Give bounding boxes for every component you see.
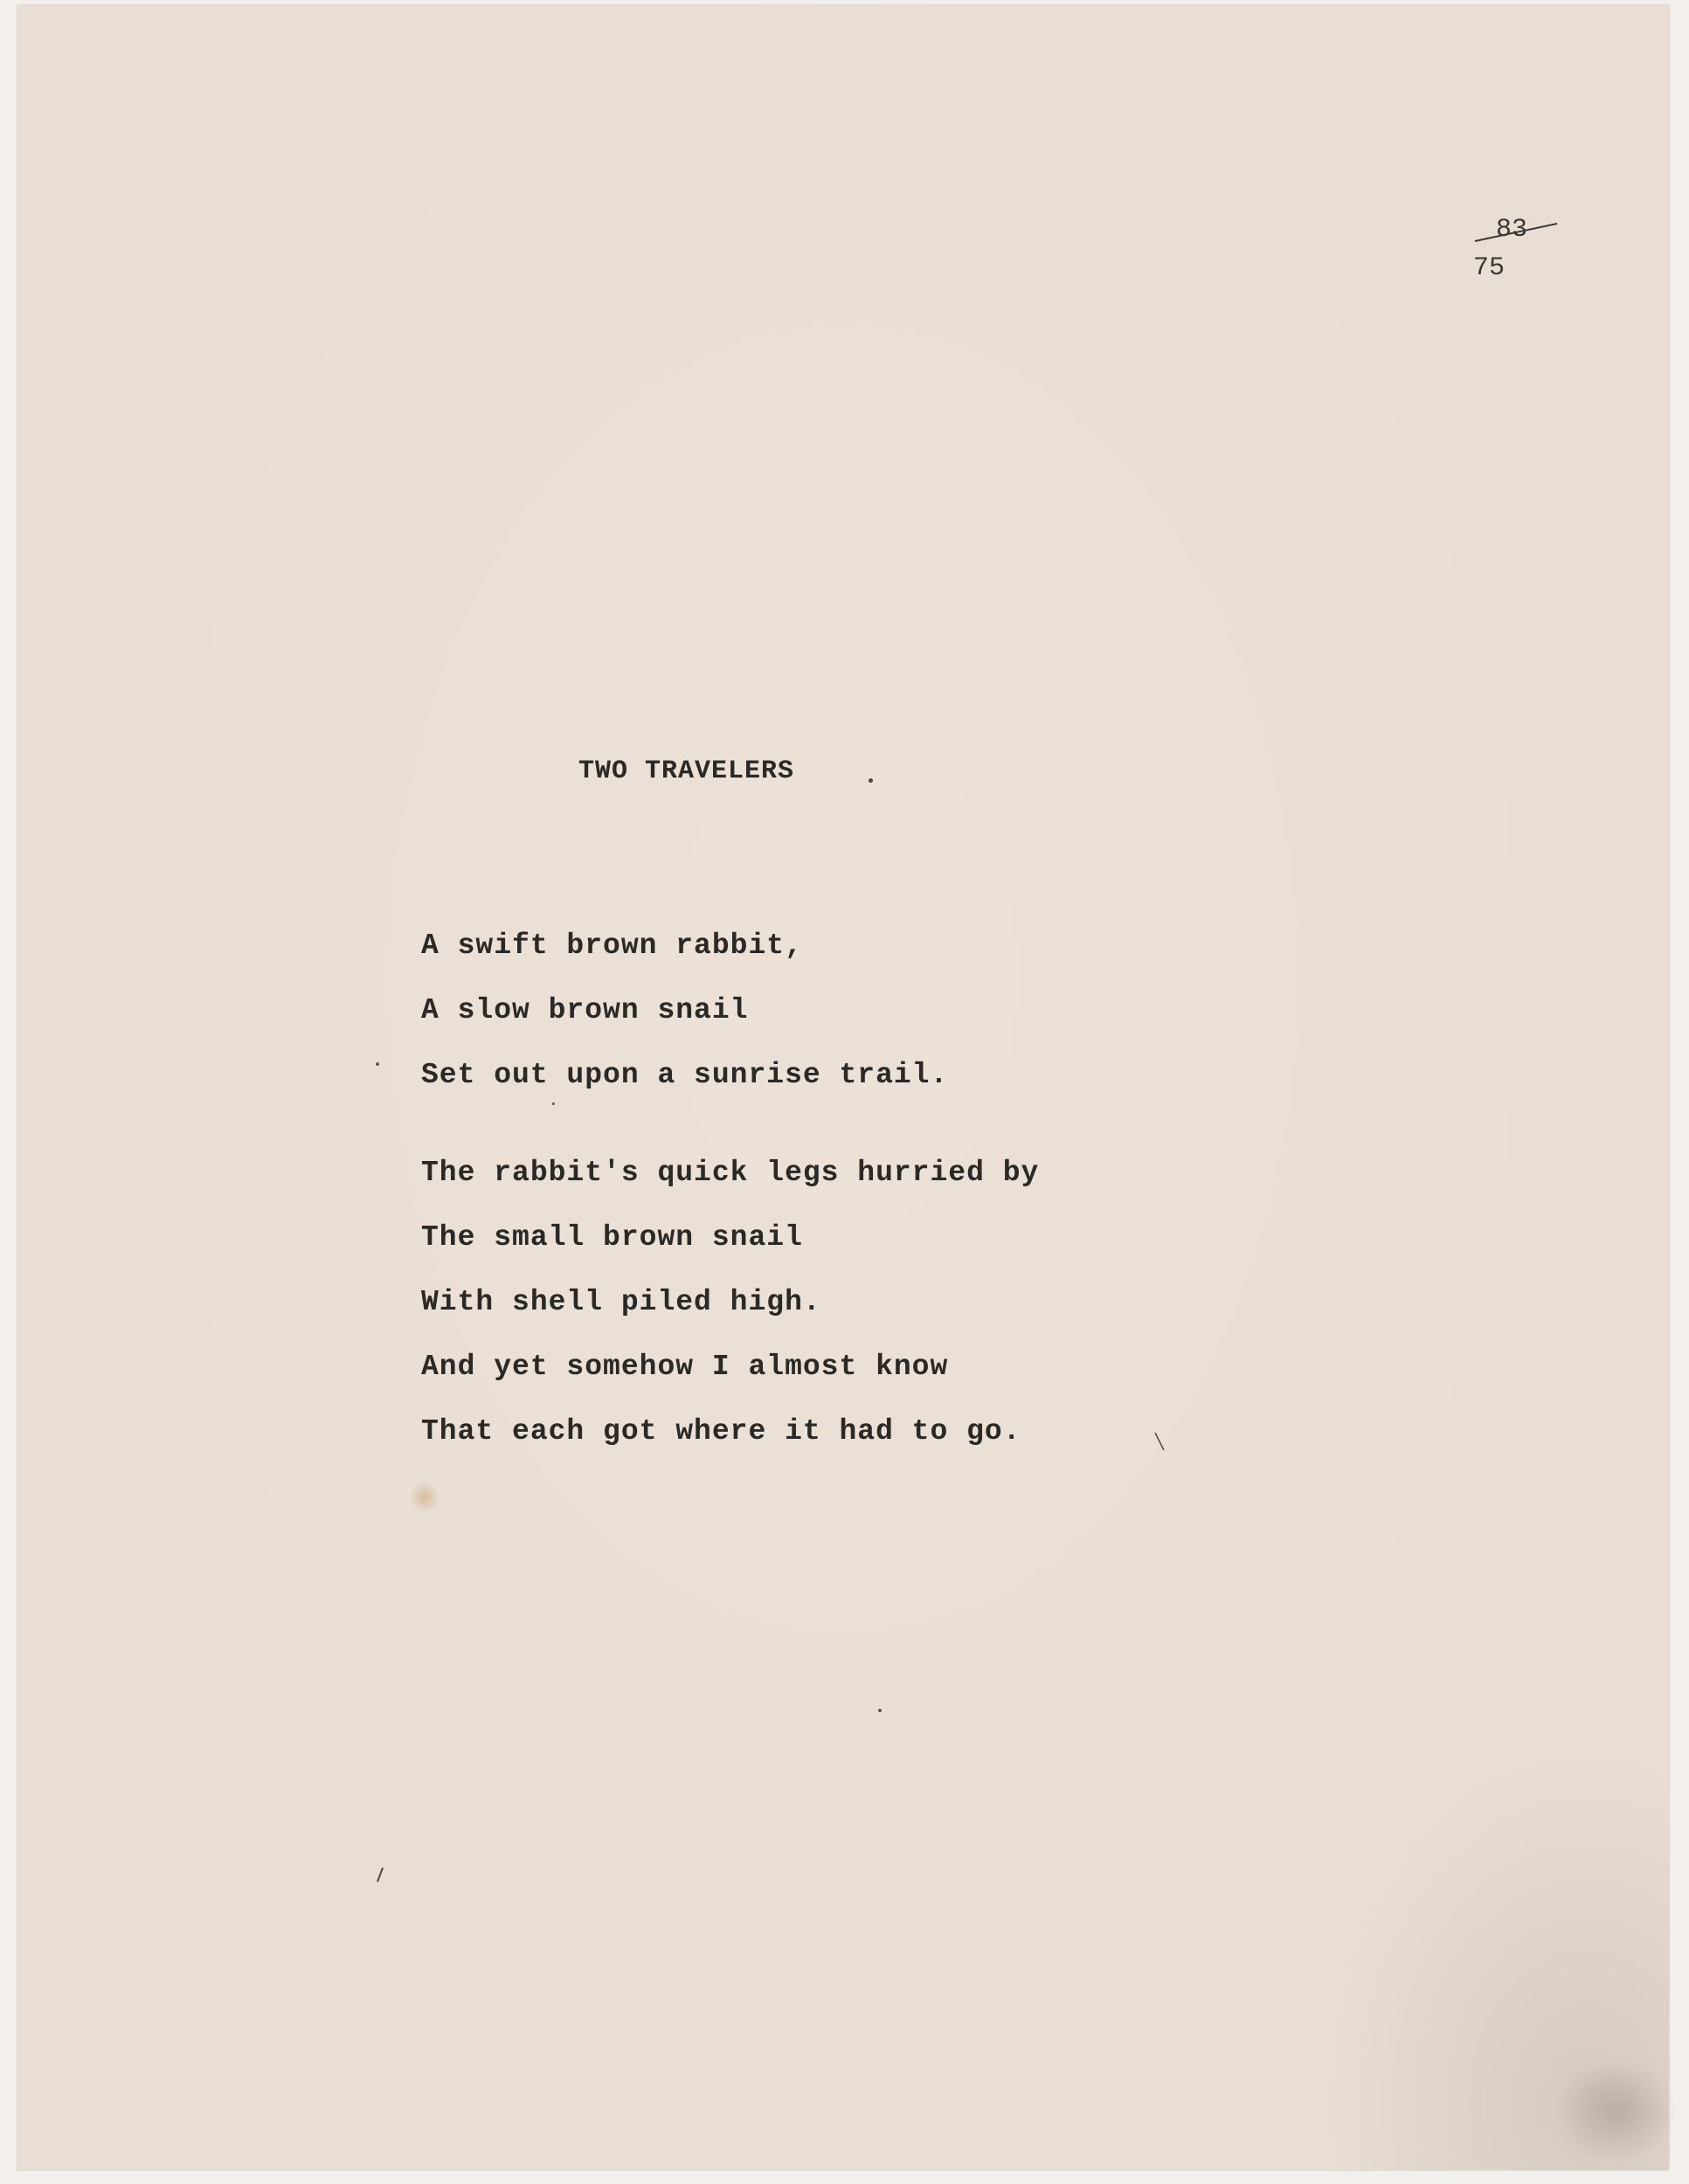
poem-line: The small brown snail [421, 1221, 803, 1254]
poem-line: Set out upon a sunrise trail. [421, 1059, 949, 1091]
poem-line: A slow brown snail [421, 994, 749, 1026]
poem-body [421, 914, 1039, 1464]
stray-dot [376, 1062, 379, 1066]
stray-dot [552, 1102, 555, 1105]
poem-line: And yet somehow I almost know [421, 1351, 949, 1383]
strikethrough-mark [1473, 220, 1561, 246]
corner-smudge [1555, 2058, 1678, 2163]
typescript-page [17, 5, 1669, 2170]
poem-line: The rabbit's quick legs hurried by [421, 1157, 1040, 1189]
struck-page-number: 83 [1496, 215, 1528, 245]
pencil-tick [376, 1866, 384, 1883]
poem-line: A swift brown rabbit, [421, 930, 803, 962]
poem-line: That each got where it had to go. [421, 1415, 1021, 1448]
poem-line: With shell piled high. [421, 1286, 821, 1318]
pencil-tick [1153, 1431, 1166, 1452]
current-page-number: 75 [1473, 253, 1506, 283]
poem-title: TWO TRAVELERS [578, 757, 795, 786]
stanza-break [421, 1108, 1039, 1141]
stray-dot [869, 778, 873, 783]
stray-dot [878, 1709, 882, 1712]
page-number [1466, 215, 1554, 294]
paper-stain [411, 1482, 439, 1513]
